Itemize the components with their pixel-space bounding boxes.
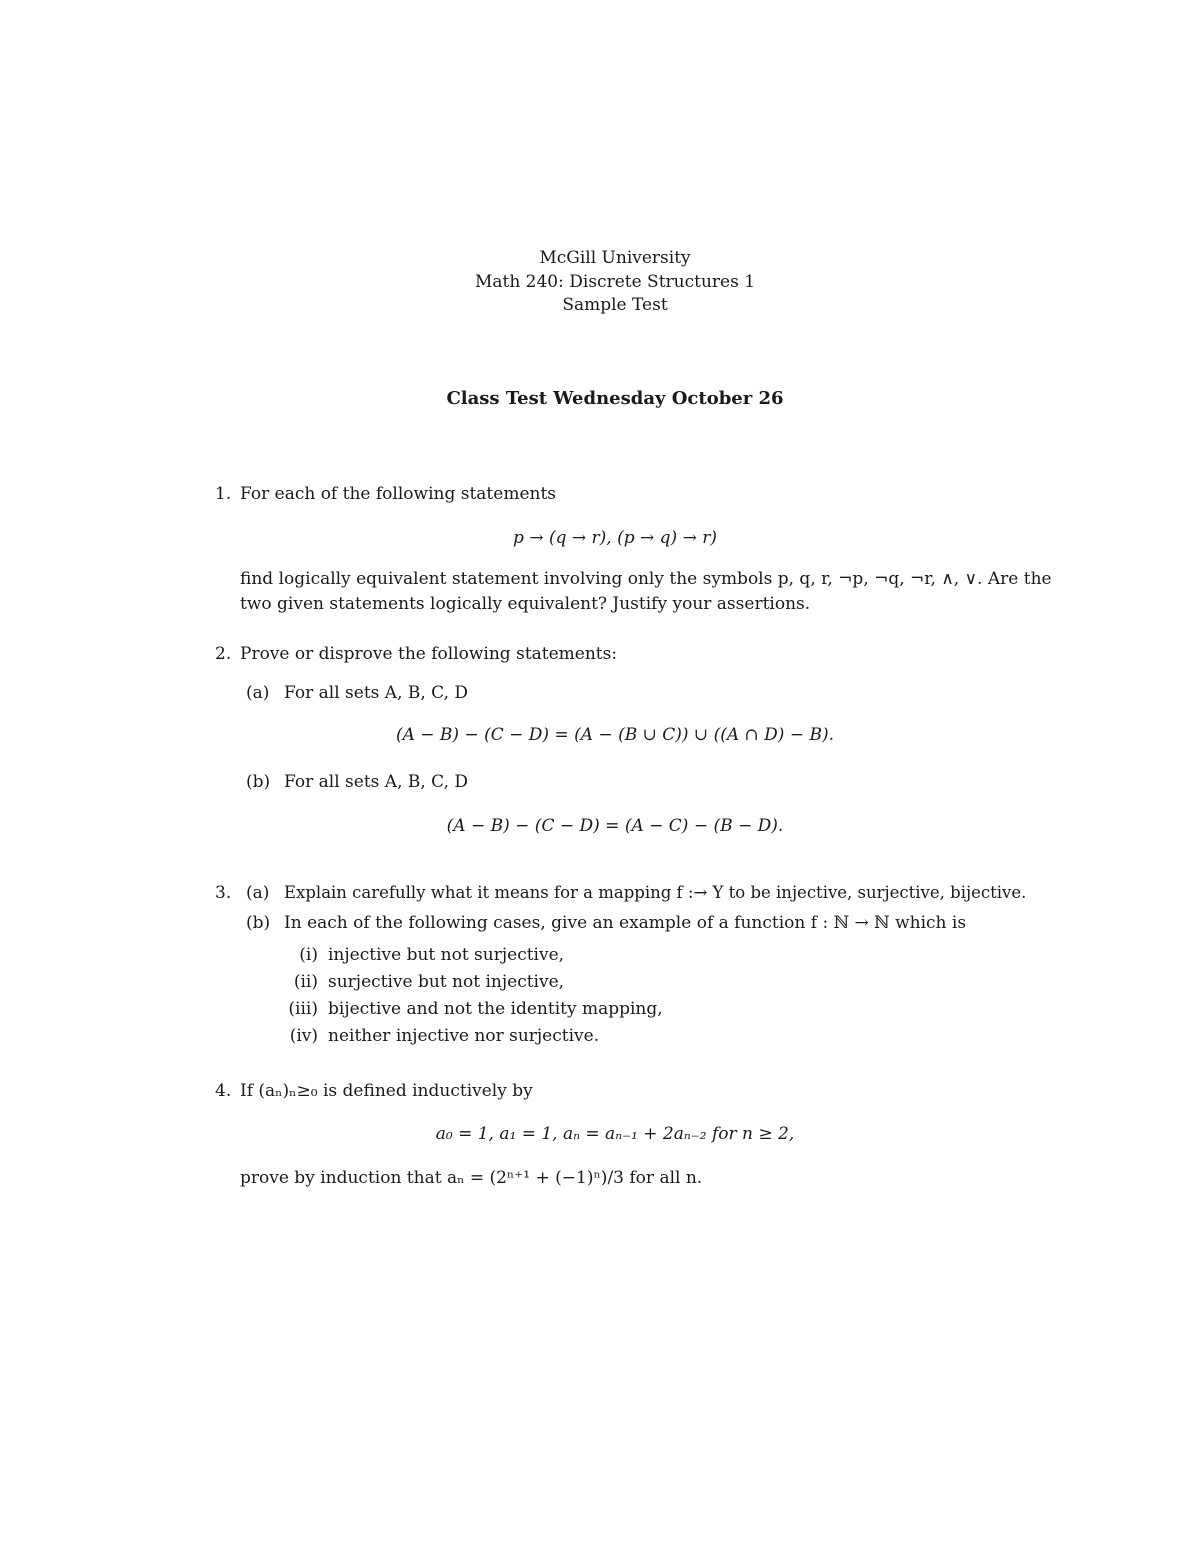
q2a-text: For all sets A, B, C, D	[284, 683, 469, 703]
q3b-item-label: (i)	[299, 945, 318, 965]
q4-intro: If (aₙ)ₙ≥₀ is defined inductively by	[240, 1081, 533, 1101]
q3b-item-text: neither injective nor surjective.	[328, 1026, 600, 1046]
test-title: Sample Test	[562, 295, 668, 315]
q3b-item-text: injective but not surjective,	[328, 945, 565, 965]
q4-conclusion: prove by induction that aₙ = (2ⁿ⁺¹ + (−1)ⁿ)/3 for all n.	[240, 1168, 703, 1188]
q3b-text: In each of the following cases, give an example of a function f : ℕ → ℕ which is	[284, 913, 967, 933]
q3b-item-text: bijective and not the identity mapping,	[328, 999, 663, 1019]
page-title: Class Test Wednesday October 26	[446, 388, 784, 409]
q4-number: 4.	[215, 1081, 232, 1101]
q1-number: 1.	[215, 484, 232, 504]
q3b-item-text: surjective but not injective,	[328, 972, 565, 992]
university-name: McGill University	[539, 248, 691, 268]
q3a-text: Explain carefully what it means for a mapping f :→ Y to be injective, surjective, bijective.	[284, 883, 1027, 902]
q4-formula: a₀ = 1, a₁ = 1, aₙ = aₙ₋₁ + 2aₙ₋₂ for n ≥ 2,	[435, 1124, 795, 1144]
q2b-label: (b)	[246, 772, 271, 792]
q3b-item-label: (ii)	[293, 972, 318, 992]
q2-number: 2.	[215, 644, 232, 664]
q3-number: 3.	[215, 883, 232, 903]
q1-line2: two given statements logically equivalent? Justify your assertions.	[240, 594, 811, 614]
q2a-label: (a)	[246, 683, 270, 703]
q3b-label: (b)	[246, 913, 271, 933]
q3a-label: (a)	[246, 883, 270, 903]
q1-intro: For each of the following statements	[240, 484, 557, 504]
q1-formula: p → (q → r), (p → q) → r)	[513, 528, 717, 548]
q3b-item-label: (iv)	[289, 1026, 318, 1046]
q2-intro: Prove or disprove the following statements:	[240, 644, 618, 664]
course-title: Math 240: Discrete Structures 1	[474, 272, 756, 292]
q1-line1: find logically equivalent statement involving only the symbols p, q, r, ¬p, ¬q, ¬r, ∧, ∨. Are the	[240, 569, 1052, 589]
q3b-item-label: (iii)	[288, 999, 318, 1019]
q2b-text: For all sets A, B, C, D	[284, 772, 469, 792]
q2b-formula: (A − B) − (C − D) = (A − C) − (B − D).	[446, 816, 784, 836]
q2a-formula: (A − B) − (C − D) = (A − (B ∪ C)) ∪ ((A ∩ D) − B).	[395, 725, 835, 745]
